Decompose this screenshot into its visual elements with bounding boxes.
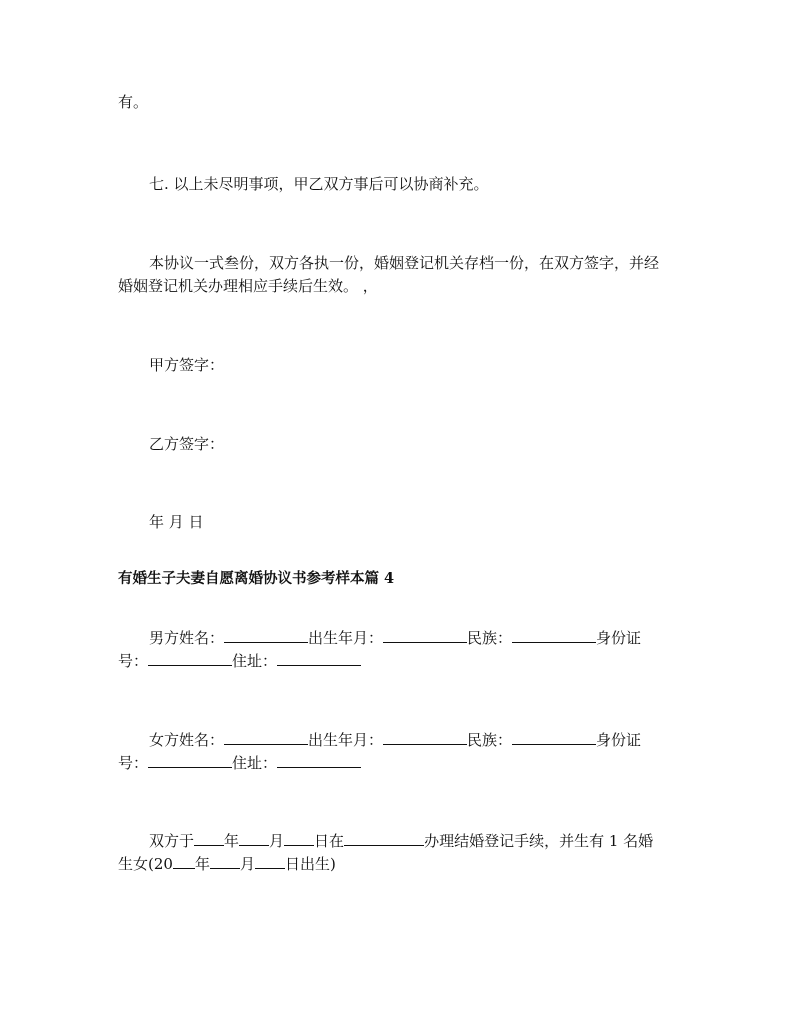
female-name-blank[interactable] bbox=[224, 730, 308, 745]
female-birth-label: 出生年月： bbox=[308, 731, 384, 749]
marriage-suffix: 办理结婚登记手续，并生有 1 名婚 bbox=[424, 832, 654, 850]
female-name-label: 女方姓名： bbox=[149, 731, 225, 749]
female-info-line-2 bbox=[118, 753, 361, 773]
section-heading-text: 有婚生子夫妻自愿离婚协议书参考样本篇 4 bbox=[118, 570, 395, 587]
child-day-blank[interactable] bbox=[255, 854, 285, 869]
marriage-day-label: 日在 bbox=[314, 832, 345, 850]
male-ethnicity-label: 民族： bbox=[467, 629, 513, 647]
child-year-blank[interactable] bbox=[173, 854, 195, 869]
female-ethnicity-blank[interactable] bbox=[512, 730, 596, 745]
marriage-year-label: 年 bbox=[224, 832, 240, 850]
clause-seven bbox=[149, 174, 489, 194]
date-line-text: 年 月 日 bbox=[149, 513, 204, 531]
female-id-label-2: 号： bbox=[118, 754, 149, 772]
child-birth-prefix: 生女(20 bbox=[118, 855, 173, 873]
male-id-label-2: 号： bbox=[118, 652, 149, 670]
copies-paragraph-line-2 bbox=[118, 276, 378, 296]
paragraph-ending bbox=[118, 92, 148, 112]
party-a-signature bbox=[149, 355, 224, 375]
marriage-prefix: 双方于 bbox=[149, 832, 195, 850]
party-b-signature bbox=[149, 434, 224, 454]
male-id-blank[interactable] bbox=[148, 651, 232, 666]
female-address-label: 住址： bbox=[232, 754, 278, 772]
male-name-blank[interactable] bbox=[224, 628, 308, 643]
male-address-label: 住址： bbox=[232, 652, 278, 670]
party-b-signature-label: 乙方签字： bbox=[149, 435, 225, 453]
female-id-blank[interactable] bbox=[148, 753, 232, 768]
child-year-label: 年 bbox=[194, 855, 210, 873]
child-birth-end: 日出生) bbox=[284, 855, 336, 873]
marriage-line-2 bbox=[118, 854, 336, 874]
female-info-line-1 bbox=[149, 730, 641, 750]
marriage-place-blank[interactable] bbox=[344, 831, 424, 846]
male-birth-label: 出生年月： bbox=[308, 629, 384, 647]
copies-paragraph-text-1: 本协议一式叁份，双方各执一份，婚姻登记机关存档一份，在双方签字，并经 bbox=[149, 254, 660, 272]
copies-paragraph-text-2: 婚姻登记机关办理相应手续后生效。 ， bbox=[118, 277, 378, 295]
male-info-line-2 bbox=[118, 651, 361, 671]
female-birth-blank[interactable] bbox=[383, 730, 467, 745]
marriage-day-blank[interactable] bbox=[284, 831, 314, 846]
paragraph-ending-text: 有。 bbox=[118, 93, 149, 111]
male-info-line-1 bbox=[149, 628, 641, 648]
section-heading bbox=[118, 569, 394, 589]
marriage-line-1 bbox=[149, 831, 653, 851]
marriage-month-label: 月 bbox=[269, 832, 285, 850]
clause-seven-text: 七. 以上未尽明事项，甲乙双方事后可以协商补充。 bbox=[149, 175, 489, 193]
party-a-signature-label: 甲方签字： bbox=[149, 356, 225, 374]
child-month-blank[interactable] bbox=[210, 854, 240, 869]
male-birth-blank[interactable] bbox=[383, 628, 467, 643]
copies-paragraph-line-1 bbox=[149, 253, 659, 273]
male-name-label: 男方姓名： bbox=[149, 629, 225, 647]
marriage-month-blank[interactable] bbox=[239, 831, 269, 846]
male-address-blank[interactable] bbox=[277, 651, 361, 666]
female-address-blank[interactable] bbox=[277, 753, 361, 768]
child-month-label: 月 bbox=[239, 855, 255, 873]
male-id-label-1: 身份证 bbox=[596, 629, 642, 647]
female-id-label-1: 身份证 bbox=[596, 731, 642, 749]
male-ethnicity-blank[interactable] bbox=[512, 628, 596, 643]
date-line bbox=[149, 512, 204, 532]
female-ethnicity-label: 民族： bbox=[467, 731, 513, 749]
marriage-year-blank[interactable] bbox=[194, 831, 224, 846]
